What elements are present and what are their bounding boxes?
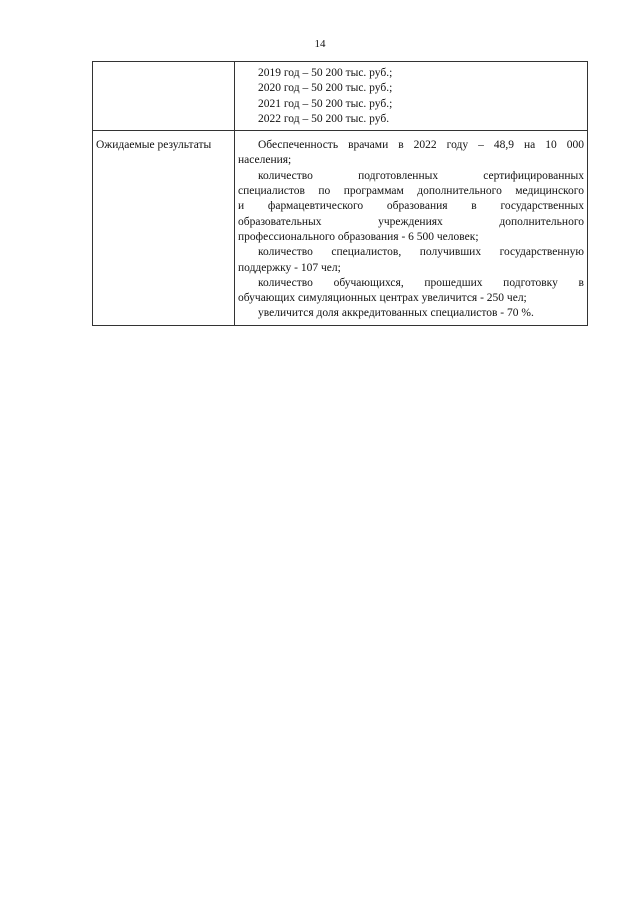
results-values-cell [235, 131, 588, 326]
funding-year-2021: 2021 год – 50 200 тыс. руб.; [258, 97, 393, 110]
result-certified-line-1: количество подготовленных сертифицированных [258, 169, 584, 182]
result-accreditation-line-1: увеличится доля аккредитованных специалистов - 70 %. [258, 307, 534, 320]
result-doctors-line-1: Обеспеченность врачами в 2022 году – 48,9 на 10 000 [258, 139, 584, 152]
result-support-line-1: количество специалистов, получивших государственную [258, 246, 584, 259]
results-label: Ожидаемые результаты [96, 139, 212, 152]
result-simulation-line-1: количество обучающихся, прошедших подготовку в [258, 276, 584, 289]
result-doctors-line-2: населения; [238, 154, 292, 167]
program-table [92, 61, 588, 326]
funding-values-cell [235, 62, 588, 131]
result-certified-line-2: специалистов по программам дополнительного медицинского [238, 185, 584, 198]
results-label-cell [93, 131, 235, 326]
result-simulation-line-2: обучающих симуляционных центрах увеличится - 250 чел; [238, 292, 527, 305]
result-support-line-2: поддержку - 107 чел; [238, 261, 341, 274]
funding-row [93, 62, 588, 131]
funding-year-2020: 2020 год – 50 200 тыс. руб.; [258, 82, 393, 95]
result-certified-line-5: профессионального образования - 6 500 человек; [238, 230, 479, 243]
funding-year-2019: 2019 год – 50 200 тыс. руб.; [258, 67, 393, 79]
page-number: 14 [314, 38, 326, 50]
funding-label-cell [93, 62, 235, 131]
funding-year-2022: 2022 год – 50 200 тыс. руб. [258, 112, 390, 125]
results-row [93, 131, 588, 326]
result-certified-line-3: и фармацевтического образования в государственных [238, 200, 584, 213]
result-certified-line-4: образовательных учреждениях дополнительного [238, 215, 584, 228]
